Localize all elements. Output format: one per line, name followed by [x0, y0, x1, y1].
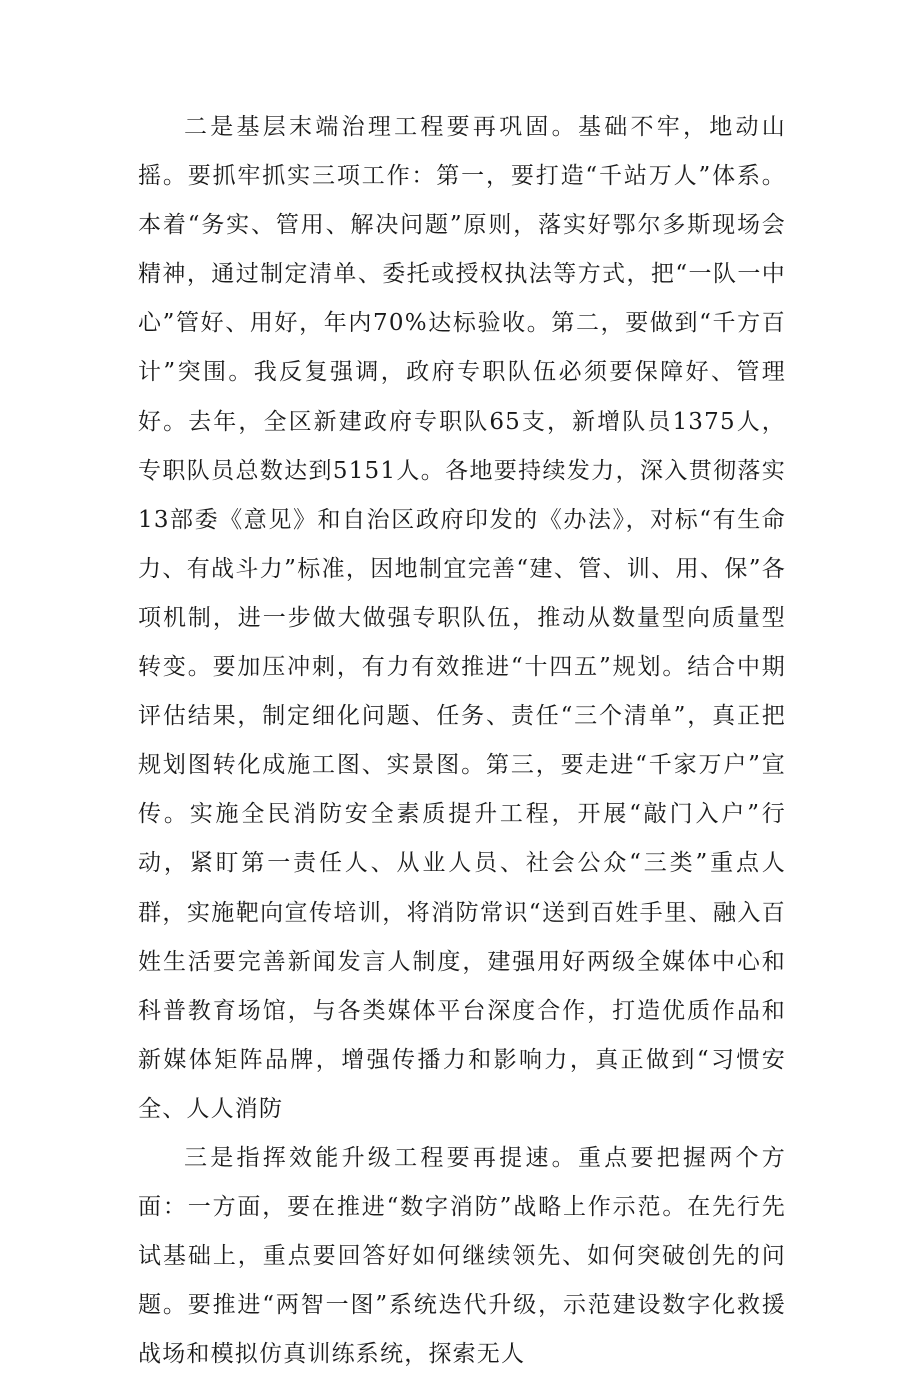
- paragraph-command-efficiency: 三是指挥效能升级工程要再提速。重点要把握两个方面：一方面，要在推进“数字消防”战略上作示范。在先行先试基础上，重点要回答好如何继续领先、如何突破创先的问题。要推进“两智一图”系统迭代升级，示范建设数字化救援战场和模拟仿真训练系统，探索无人: [138, 1144, 786, 1368]
- body-text: [138, 103, 786, 1379]
- paragraph-grassroots-governance: 二是基层末端治理工程要再巩固。基础不牢，地动山摇。要抓牢抓实三项工作：第一，要打造“千站万人”体系。本着“务实、管用、解决问题”原则，落实好鄂尔多斯现场会精神，通过制定清单、委托或授权执法等方式，把“一队一中心”管好、用好，年内70%达标验收。第二，要做到“千方百计”突围。我反复强调，政府专职队伍必须要保障好、管理好。去年，全区新建政府专职队65支，新增队员1375人，专职队员总数达到5151人。各地要持续发力，深入贯彻落实13部委《意见》和自治区政府印发的《办法》，对标“有生命力、有战斗力”标准，因地制宜完善“建、管、训、用、保”各项机制，进一步做大做强专职队伍，推动从数量型向质量型转变。要加压冲刺，有力有效推进“十四五”规划。结合中期评估结果，制定细化问题、任务、责任“三个清单”，真正把规划图转化成施工图、实景图。第三，要走进“千家万户”宣传。实施全民消防安全素质提升工程，开展“敲门入户”行动，紧盯第一责任人、从业人员、社会公众“三类”重点人群，实施靶向宣传培训，将消防常识“送到百姓手里、融入百姓生活要完善新闻发言人制度，建强用好两级全媒体中心和科普教育场馆，与各类媒体平台深度合作，打造优质作品和新媒体矩阵品牌，增强传播力和影响力，真正做到“习惯安全、人人消防: [138, 114, 786, 1122]
